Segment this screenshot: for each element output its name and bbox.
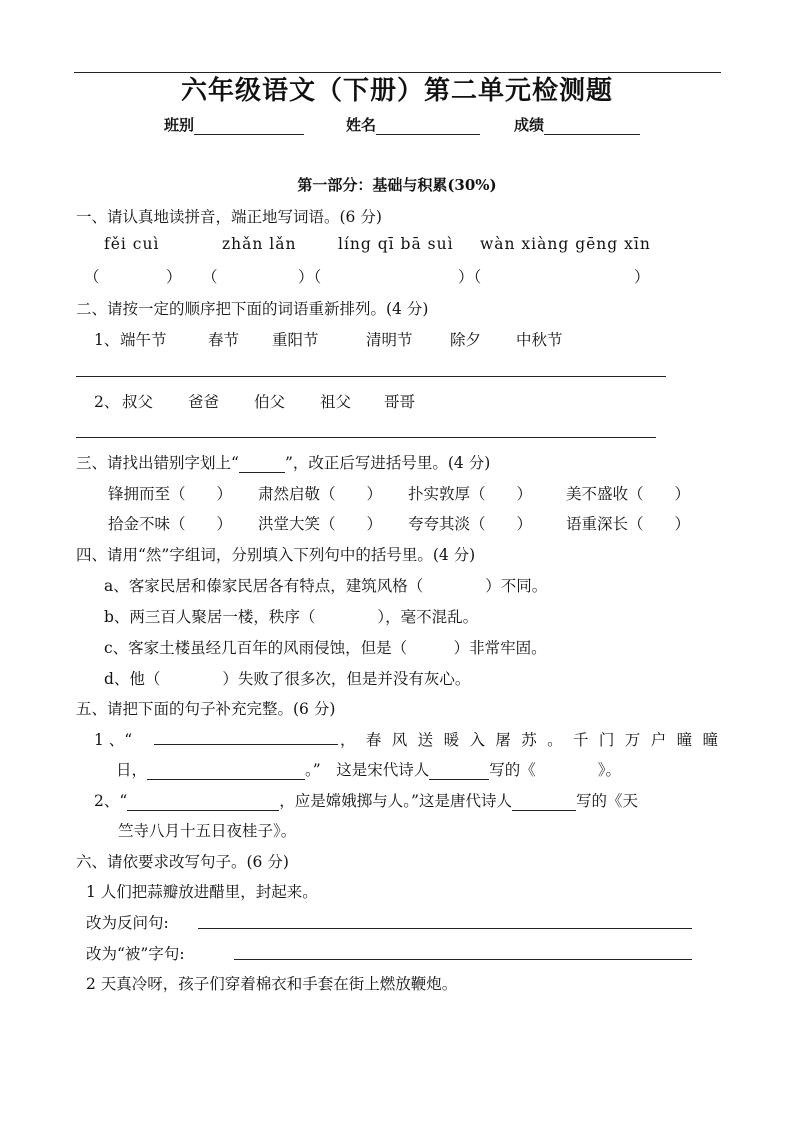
q5-char: ， <box>340 731 356 749</box>
q1-paren-open-1: （ <box>84 268 100 286</box>
q5-line2 <box>116 758 621 780</box>
q2-word-1: 端午节 <box>120 331 167 349</box>
q3-prompt-end: ”，改正后写进括号里。(4 分) <box>284 454 491 472</box>
name-field <box>346 114 480 135</box>
q5-line2-mid: 。” 这是宋代诗人 <box>305 761 430 779</box>
q2-word-7: 叔父 <box>122 393 154 411</box>
q3-word-7: 夸夸其淡（ ） <box>408 515 533 533</box>
q5-line2-end: 写的《 》。 <box>489 761 621 779</box>
q5-char: 曈 <box>702 731 718 749</box>
score-field <box>514 114 640 135</box>
class-label: 班别 <box>164 116 195 134</box>
q5-blank-poet-2 <box>512 795 576 811</box>
name-blank <box>376 119 480 135</box>
q2-word-9: 伯父 <box>254 393 286 411</box>
q6-rhetorical-line <box>198 928 692 929</box>
q3-word-8: 语重深长（ ） <box>566 515 691 533</box>
q6-prompt: 六、请依要求改写句子。(6 分) <box>76 853 289 871</box>
q6-passive-label: 改为“被”字句: <box>86 945 185 963</box>
q4-prompt: 四、请用“然”字组词，分别填入下列句中的括号里。(4 分) <box>76 546 476 564</box>
q5-line3-mid: ，应是嫦娥掷与人。”这是唐代诗人 <box>279 792 512 810</box>
q5-line3-end: 写的《天 <box>575 792 638 810</box>
q3-word-5: 拾金不味（ ） <box>108 515 233 533</box>
q2-word-10: 祖父 <box>320 393 352 411</box>
q1-paren-close-4: ） <box>634 268 650 286</box>
q5-char: 。 <box>547 731 563 749</box>
q5-blank-poet-1 <box>429 764 489 780</box>
q2-word-3: 重阳节 <box>272 331 319 349</box>
q5-line4: 竺寺八月十五日夜桂子》。 <box>118 822 297 840</box>
q5-prompt: 五、请把下面的句子补充完整。(6 分) <box>76 700 336 718</box>
q1-paren-mid-2: ）（ <box>458 268 482 286</box>
q6-passive-line <box>234 959 692 960</box>
q1-paren-close-1: ） <box>166 268 182 286</box>
part1-heading: 第一部分：基础与积累(30%) <box>297 176 497 194</box>
q5-line1-number: 1 、“ <box>94 731 133 749</box>
q5-char: 苏 <box>521 731 537 749</box>
q3-underline-sample <box>239 457 285 473</box>
q2-prompt: 二、请按一定的顺序把下面的词语重新排列。(4 分) <box>76 300 429 318</box>
q1-paren-open-2: （ <box>202 268 218 286</box>
name-label: 姓名 <box>346 116 377 134</box>
q2-word-5: 除夕 <box>450 331 482 349</box>
q5-line2-start: 日， <box>116 761 148 779</box>
q2-group2-number: 2、 <box>94 393 120 411</box>
q6-sentence-1: 1 人们把蒜瓣放进醋里，封起来。 <box>86 883 318 901</box>
q5-char: 暖 <box>443 731 460 749</box>
q5-char: 门 <box>598 731 615 749</box>
q5-char: 万 <box>624 731 641 749</box>
class-field <box>164 114 304 135</box>
q1-pinyin-2: zhǎn lǎn <box>222 235 297 253</box>
q5-blank-1 <box>154 729 338 745</box>
q5-char: 春 <box>365 731 382 749</box>
page-title: 六年级语文（下册）第二单元检测题 <box>180 76 613 106</box>
q2-answer-line-1 <box>76 376 666 377</box>
q4-sentence-d: d、他（ ）失败了很多次，但是并没有灰心。 <box>104 670 471 688</box>
q2-word-11: 哥哥 <box>384 393 416 411</box>
q5-char: 入 <box>469 731 485 749</box>
q3-word-3: 扑实敦厚（ ） <box>408 485 533 503</box>
q5-blank-3 <box>127 795 279 811</box>
q5-char: 屠 <box>495 731 511 749</box>
q4-sentence-c: c、客家土楼虽经几百年的风雨侵蚀，但是（ ）非常牢固。 <box>104 639 547 657</box>
score-blank <box>544 119 640 135</box>
q4-sentence-a: a、客家民居和傣家民居各有特点，建筑风格（ ）不同。 <box>104 577 548 595</box>
class-blank <box>194 119 304 135</box>
q6-sentence-2: 2 天真冷呀，孩子们穿着棉衣和手套在街上燃放鞭炮。 <box>86 975 458 993</box>
q5-char: 风 <box>391 731 408 749</box>
q5-char: 千 <box>573 731 589 749</box>
q3-prompt-start: 三、请找出错别字划上“ <box>76 454 239 472</box>
q1-pinyin-3: líng qī bā suì <box>338 235 454 253</box>
q5-char: 户 <box>650 731 667 749</box>
q2-word-8: 爸爸 <box>188 393 220 411</box>
q5-char: 送 <box>417 731 434 749</box>
q5-line1-tail <box>340 728 718 750</box>
q5-line3-start: 2、“ <box>94 792 128 810</box>
score-label: 成绩 <box>514 116 545 134</box>
q6-rhetorical-label: 改为反问句: <box>86 914 169 932</box>
q2-answer-line-2 <box>76 437 656 438</box>
q2-word-4: 清明节 <box>366 331 413 349</box>
q4-sentence-b: b、两三百人聚居一楼，秩序（ ），毫不混乱。 <box>104 608 479 626</box>
q3-prompt <box>76 451 490 473</box>
q5-line3 <box>94 789 638 811</box>
q1-pinyin-4: wàn xiàng gēng xīn <box>480 235 651 253</box>
q3-word-6: 洪堂大笑（ ） <box>258 515 383 533</box>
q5-blank-2 <box>147 764 305 780</box>
q1-prompt: 一、请认真地读拼音，端正地写词语。(6 分) <box>76 208 382 226</box>
q2-word-6: 中秋节 <box>516 331 563 349</box>
q5-char: 曈 <box>676 731 693 749</box>
q2-word-2: 春节 <box>208 331 240 349</box>
q1-pinyin-1: fěi cuì <box>104 235 160 253</box>
q3-word-1: 锋拥而至（ ） <box>108 485 233 503</box>
q2-group1-number: 1、 <box>94 331 120 349</box>
q3-word-2: 肃然启敬（ ） <box>258 485 383 503</box>
q1-paren-mid-1: ）（ <box>298 268 322 286</box>
q3-word-4: 美不盛收（ ） <box>566 485 691 503</box>
